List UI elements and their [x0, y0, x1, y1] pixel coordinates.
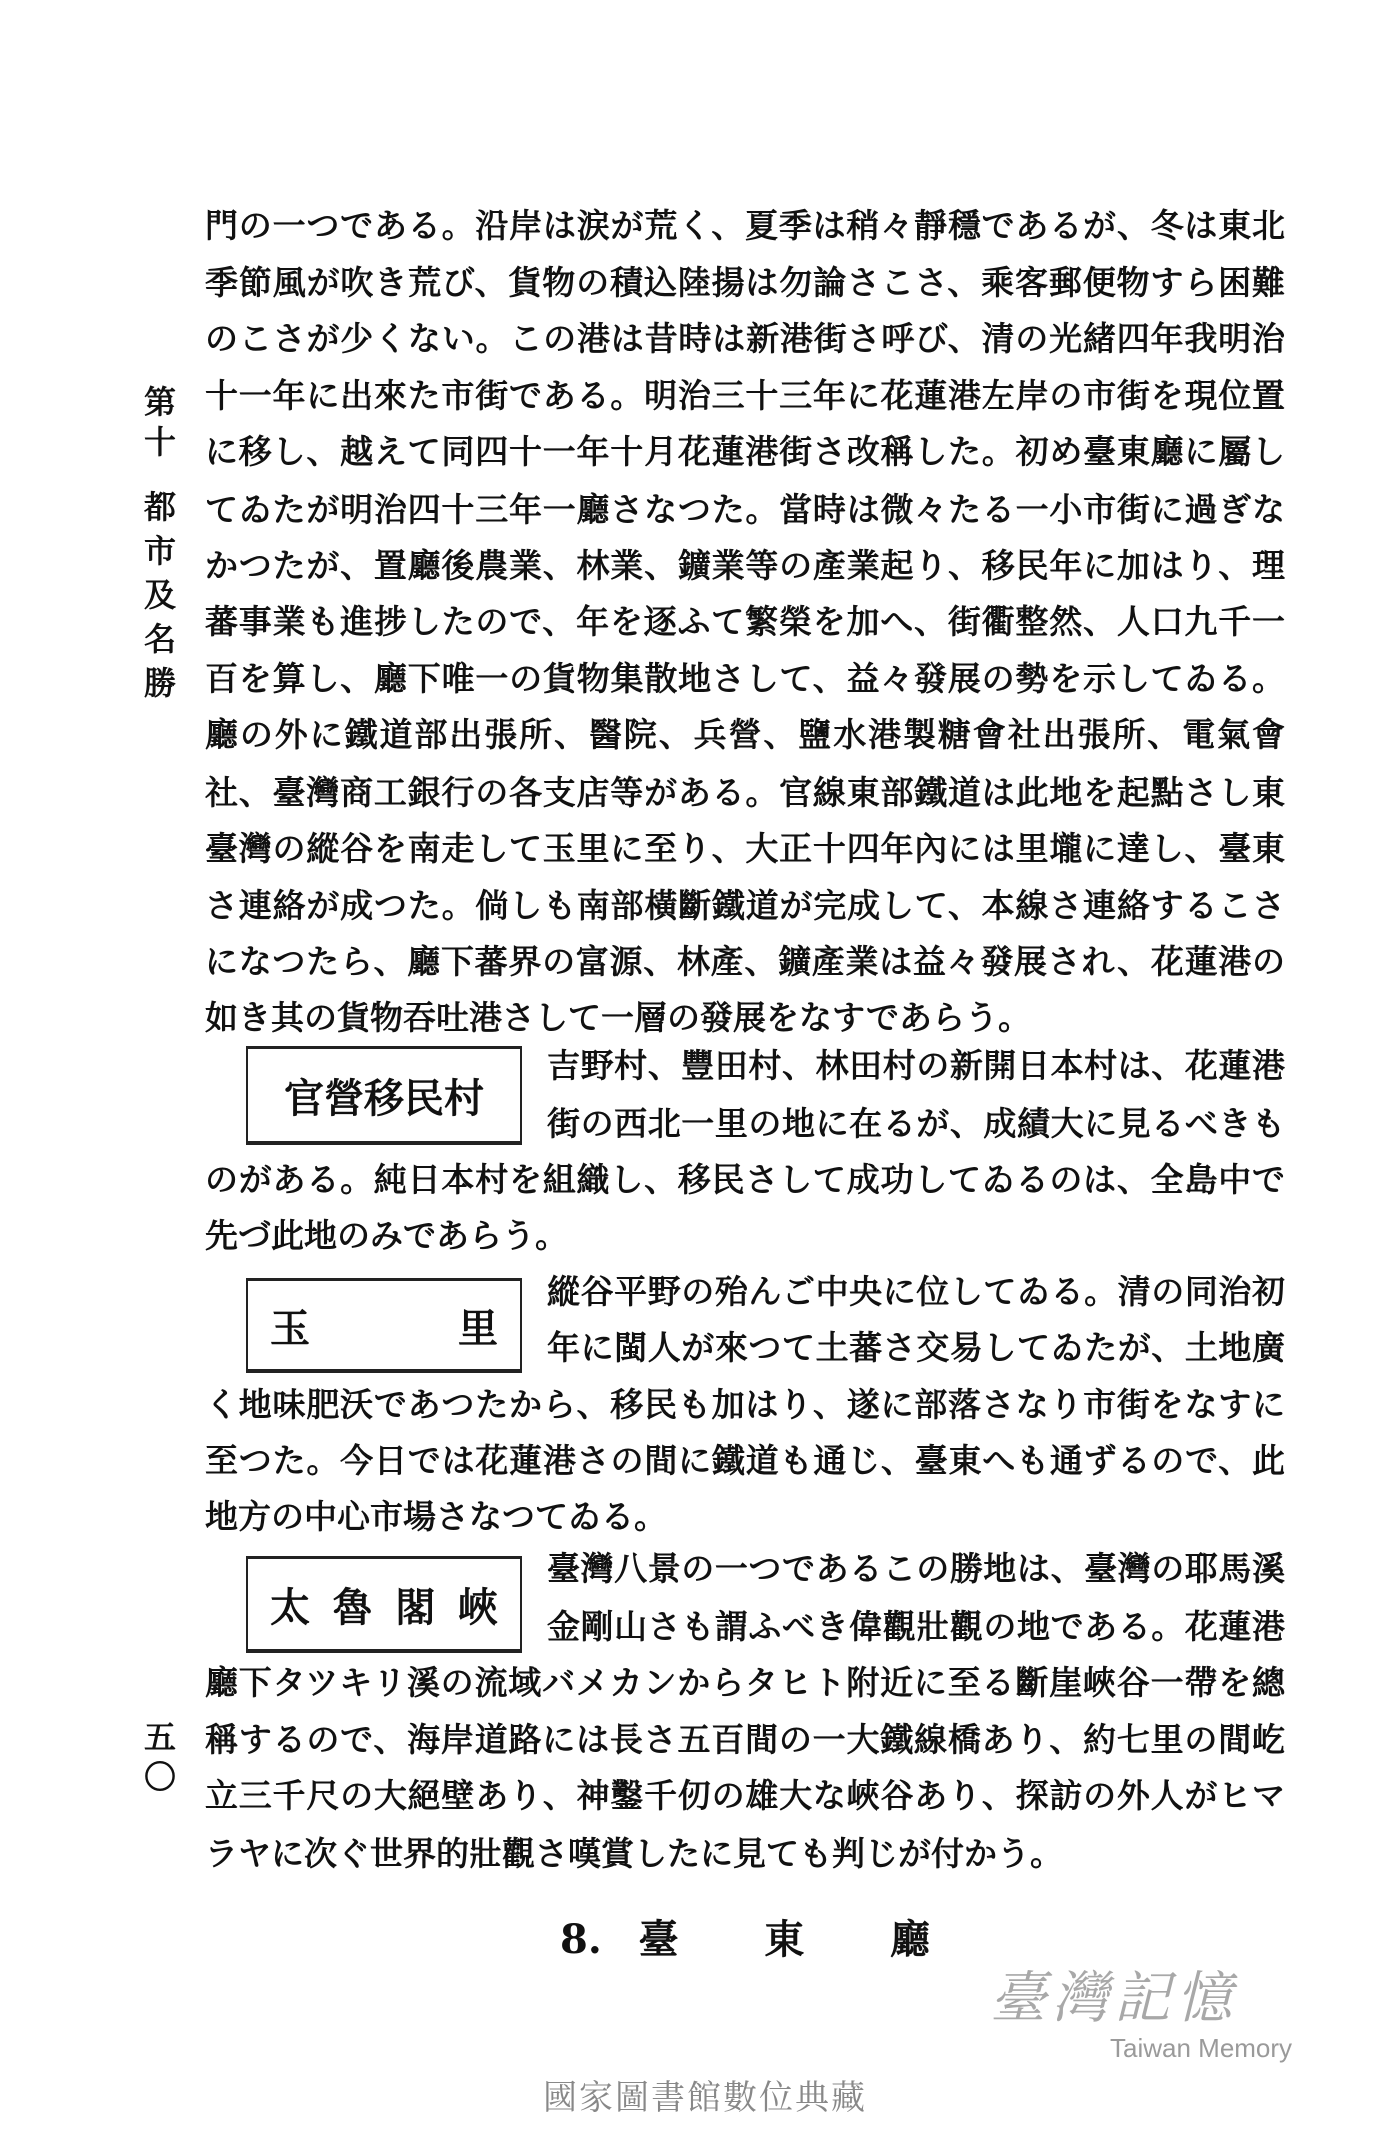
text-line: 社、臺灣商工銀行の各支店等がある。官線東部鐵道は此地を起點さし東 — [205, 773, 1285, 812]
text-line: 廳下タツキリ溪の流域バメカンからタヒト附近に至る斷崖峽谷一帶を總 — [205, 1663, 1285, 1702]
section-title-box — [246, 1556, 522, 1653]
text-line: く地味肥沃であつたから、移民も加はり、遂に部落さなり市街をなすに — [205, 1385, 1285, 1424]
next-section-heading: 8. 臺 東 廳 — [560, 1916, 930, 1963]
text-line: 臺灣の縱谷を南走して玉里に至り、大正十四年內には里壠に達し、臺東 — [205, 829, 1285, 868]
text-line: のがある。純日本村を組織し、移民さして成功してゐるのは、全島中で — [205, 1160, 1285, 1199]
watermark-logo — [990, 1968, 1350, 2068]
text-line: 門の一つである。沿岸は涙が荒く、夏季は稍々靜穩であるが、冬は東北 — [205, 206, 1285, 245]
section-title: 太魯閣峽 — [270, 1583, 498, 1631]
text-line: 蕃事業も進捗したので、年を逐ふて繁榮を加へ、街衢整然、人口九千一 — [205, 602, 1285, 641]
text-line: 金剛山さも謂ふべき偉觀壯觀の地である。花蓮港 — [547, 1607, 1285, 1646]
text-line: 吉野村、豐田村、林田村の新開日本村は、花蓮港 — [547, 1046, 1285, 1085]
text-line: さ連絡が成つた。倘しも南部橫斷鐵道が完成して、本線さ連絡するこさ — [205, 886, 1285, 925]
text-line: 街の西北一里の地に在るが、成績大に見るべきも — [547, 1104, 1285, 1143]
text-line: 百を算し、廳下唯一の貨物集散地さして、益々發展の勢を示してゐる。 — [205, 659, 1285, 698]
text-line: のこさが少くない。この港は昔時は新港街さ呼び、清の光緒四年我明治 — [205, 319, 1285, 358]
text-line: 廳の外に鐵道部出張所、醫院、兵營、鹽水港製糖會社出張所、電氣會 — [205, 715, 1285, 754]
text-line: になつたら、廳下蕃界の富源、林產、鑛產業は益々發展され、花蓮港の — [205, 942, 1285, 981]
text-line: 年に閩人が來つて土蕃さ交易してゐたが、土地廣 — [547, 1328, 1285, 1367]
text-line: 臺灣八景の一つであるこの勝地は、臺灣の耶馬溪 — [547, 1549, 1285, 1588]
section-title: 官營移民村 — [284, 1074, 484, 1122]
text-line: 季節風が吹き荒び、貨物の積込陸揚は勿論さこさ、乘客郵便物すら困難 — [205, 263, 1285, 302]
text-line: 如き其の貨物吞吐港さして一層の發展をなすであらう。 — [205, 998, 1031, 1037]
text-line: 十一年に出來た市街である。明治三十三年に花蓮港左岸の市街を現位置 — [205, 376, 1285, 415]
section-title: 玉 里 — [270, 1304, 498, 1352]
page-number: 五〇 — [139, 1720, 177, 1800]
text-line: 立三千尺の大絕壁あり、神鑿千仞の雄大な峽谷あり、探訪の外人がヒマ — [205, 1776, 1285, 1815]
text-line: に移し、越えて同四十一年十月花蓮港街さ改稱した。初め臺東廳に屬し — [205, 432, 1285, 471]
watermark-english: Taiwan Memory — [1110, 2033, 1293, 2063]
section-title-box — [246, 1046, 522, 1145]
watermark-chinese: 臺灣記憶 — [990, 1966, 1238, 2031]
section-label: 都市及名勝 — [139, 490, 177, 710]
text-line: 縱谷平野の殆んご中央に位してゐる。清の同治初 — [547, 1272, 1285, 1311]
text-line: 地方の中心市場さなつてゐる。 — [205, 1497, 667, 1536]
text-line: 至つた。今日では花蓮港さの間に鐵道も通じ、臺東へも通ずるので、此 — [205, 1441, 1285, 1480]
text-line: かつたが、置廳後農業、林業、鑛業等の產業起り、移民年に加はり、理 — [205, 546, 1285, 585]
text-line: てゐたが明治四十三年一廳さなつた。當時は微々たる一小市街に過ぎな — [205, 490, 1285, 529]
text-line: 先づ此地のみであらう。 — [205, 1216, 568, 1255]
chapter-label: 第十 — [139, 385, 177, 465]
section-title-box — [246, 1278, 522, 1373]
text-line: ラヤに次ぐ世界的壯觀さ嘆賞したに見ても判じが付かう。 — [205, 1834, 1063, 1873]
footer-collection-label: 國家圖書館數位典藏 — [543, 2078, 867, 2118]
text-line: 稱するので、海岸道路には長さ五百間の一大鐵線橋あり、約七里の間屹 — [205, 1720, 1285, 1759]
